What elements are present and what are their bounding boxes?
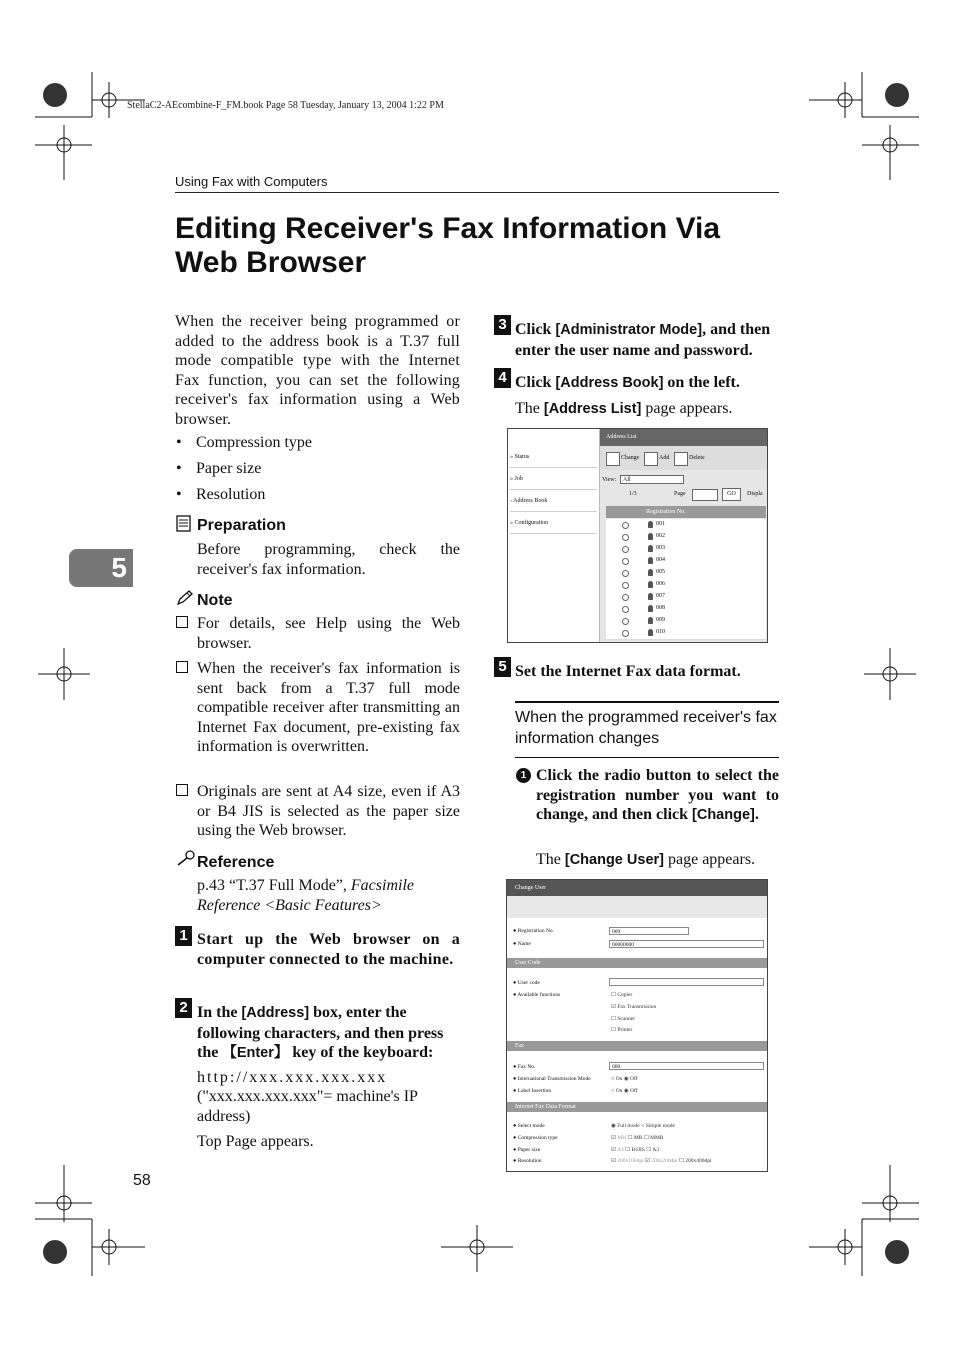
substep-number: 1	[516, 768, 531, 783]
note-pencil-icon	[176, 590, 194, 606]
subsection-title: When the programmed receiver's fax information changes	[515, 709, 777, 747]
page-number: 58	[133, 1172, 151, 1189]
checkbox-icon	[176, 661, 188, 673]
preparation-text: Before programming, check the receiver's fax information.	[197, 541, 460, 578]
box-rule-bottom	[515, 757, 779, 758]
user-icon	[648, 629, 653, 636]
screenshot-header: Change User	[507, 880, 767, 896]
screenshot-toolbar: Change Add Delete	[600, 446, 767, 470]
registration-no-field: 009	[609, 927, 689, 935]
table-row: 005	[606, 567, 766, 580]
radio-button	[622, 558, 629, 565]
user-code-field	[609, 978, 764, 986]
view-select: All	[620, 475, 684, 484]
title-line-2: Web Browser	[175, 246, 367, 279]
radio-button	[622, 618, 629, 625]
step-5-number: 5	[494, 657, 511, 677]
preparation-icon	[176, 515, 191, 532]
user-icon	[648, 605, 653, 612]
radio-button	[622, 606, 629, 613]
table-row: 003	[606, 543, 766, 556]
nav-item-job: » Job	[510, 469, 597, 490]
table-row: 007	[606, 591, 766, 604]
screenshot-header: Address List	[600, 429, 767, 446]
substep-result: The [Change User] page appears.	[536, 851, 756, 868]
checkbox-icon	[176, 784, 188, 796]
url-text: http://xxx.xxx.xxx.xxx	[197, 1069, 388, 1086]
bullet-list	[176, 433, 456, 511]
title-line-1: Editing Receiver's Fax Information Via	[175, 212, 721, 245]
note-item-2: When the receiver's fax information is sent back from a T.37 full mode compatible receiver after transmitting an Internet Fax document, pre-existing fax information is overwritten.	[197, 659, 460, 757]
book-info-line: StellaC2-AEcombine-F_FM.book Page 58 Tuesday, January 13, 2004 1:22 PM	[127, 100, 444, 111]
column-header: Registration No.	[606, 506, 766, 518]
name-field: 00000000	[609, 940, 764, 948]
user-icon	[648, 521, 653, 528]
reference-link: Facsimile Reference <Basic Features>	[197, 877, 414, 914]
substep-text: Click the radio button to select the registration number you want to change, and then click [Change].	[536, 767, 779, 823]
nav-item-status: » Status	[510, 447, 597, 468]
user-icon	[648, 617, 653, 624]
table-row: 004	[606, 555, 766, 568]
preparation-heading: Preparation	[197, 517, 286, 534]
user-icon	[648, 581, 653, 588]
table-row: 001	[606, 519, 766, 532]
note-item-1: For details, see Help using the Web browser.	[197, 614, 460, 653]
user-icon	[648, 557, 653, 564]
step-4-text: Click [Address Book] on the left.	[515, 374, 740, 391]
change-icon	[606, 452, 620, 466]
radio-button	[622, 630, 629, 637]
list-item: • Resolution	[176, 486, 266, 503]
add-icon	[644, 452, 658, 466]
url-note: ("xxx.xxx.xxx.xxx"= machine's IP address)	[197, 1088, 418, 1125]
intro-paragraph: When the receiver being programmed or added to the address book is a T.37 full mode compatible type with the Internet Fax function, you can set the following receiver's fax information using a Web browser.	[175, 313, 460, 428]
radio-button	[622, 594, 629, 601]
header-rule	[175, 192, 779, 193]
user-icon	[648, 533, 653, 540]
change-user-screenshot: Change User ● Registration No. 009 ● Name 00000000 User Code ● User code ● Available functions ☐ Copier ☑ Fax Transmission ☐ Scanner ☐ Printer Fax ● Fax No. 000 ● International Transmission Mode ○ On ◉ Off ● Label Insertion ○ On ◉ Off Internet Fax Data Format ● Select mode ◉ Full mode ○ Simple mode ● Compression type ☑ MH ☐ MR ☐ MMR ● Paper size ☑ A4 ☐ B4JIS ☐ A3 ● Resolution ☑ 200x100dpi ☑ 200x200dpi ☐ 200x400dpi	[506, 879, 768, 1172]
radio-button	[622, 582, 629, 589]
nav-item-address-book: › Address Book	[510, 491, 597, 512]
go-button: GO	[722, 488, 741, 501]
list-item: • Compression type	[176, 434, 312, 451]
checkbox-icon	[176, 616, 188, 628]
step-5-text: Set the Internet Fax data format.	[515, 663, 741, 680]
reference-icon	[176, 850, 196, 866]
fax-no-field: 000	[609, 1062, 764, 1070]
step-1-text: Start up the Web browser on a computer connected to the machine.	[197, 931, 460, 968]
user-icon	[648, 593, 653, 600]
step-4-result: The [Address List] page appears.	[515, 400, 733, 417]
radio-button	[622, 570, 629, 577]
delete-icon	[674, 452, 688, 466]
step-3-number: 3	[494, 315, 511, 335]
step-3-text: Click [Administrator Mode], and then enter the user name and password.	[515, 321, 771, 359]
internet-fax-section: Internet Fax Data Format	[507, 1102, 767, 1112]
table-row: 010	[606, 627, 766, 640]
step-4-number: 4	[494, 368, 511, 388]
user-code-section: User Code	[507, 958, 767, 968]
note-item-3: Originals are sent at A4 size, even if A3 or B4 JIS is selected as the paper size using the Web browser.	[197, 782, 460, 841]
step-2-result: Top Page appears.	[197, 1133, 314, 1150]
user-icon	[648, 569, 653, 576]
note-heading: Note	[197, 592, 233, 609]
radio-button	[622, 534, 629, 541]
table-row: 009	[606, 615, 766, 628]
page-input	[692, 489, 718, 501]
box-rule-top	[515, 701, 779, 703]
reference-heading: Reference	[197, 854, 275, 871]
step-2-text: In the [Address] box, enter the following characters, and then press the 【Enter】 key of the keyboard:	[197, 1004, 444, 1061]
radio-button	[622, 546, 629, 553]
step-1-number: 1	[175, 926, 192, 946]
table-row: 008	[606, 603, 766, 616]
reference-text: p.43 “T.37 Full Mode”, Facsimile Reference <Basic Features>	[197, 877, 414, 914]
address-list-screenshot: » Status » Job › Address Book » Configuration Address List Change Add Delete View: All 1/3 Page GO Displa Registration No. 001 002 003 004 005 006 007 008 009 010	[507, 428, 768, 643]
fax-section: Fax	[507, 1041, 767, 1051]
running-head: Using Fax with Computers	[175, 174, 328, 189]
user-icon	[648, 545, 653, 552]
step-2-number: 2	[175, 998, 192, 1018]
table-row: 006	[606, 579, 766, 592]
screenshot-toolbar	[507, 896, 767, 918]
nav-item-configuration: » Configuration	[510, 513, 597, 534]
list-item: • Paper size	[176, 460, 262, 477]
radio-button	[622, 522, 629, 529]
page-title	[175, 212, 785, 280]
chapter-tab: 5	[69, 549, 133, 587]
table-row: 002	[606, 531, 766, 544]
screenshot-nav	[508, 429, 600, 642]
